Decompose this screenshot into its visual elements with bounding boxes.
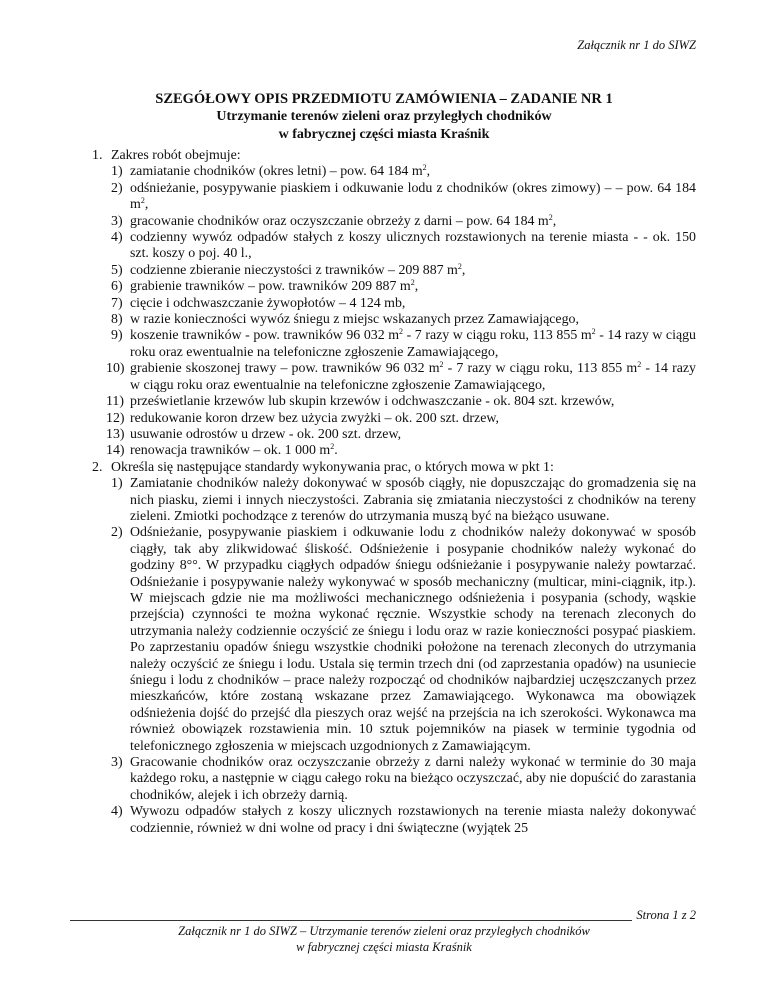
- unit-superscript: 2: [140, 196, 145, 206]
- list-item-text: w razie konieczności wywóz śniegu z miejsc wskazanych przez Zamawiającego,: [130, 312, 579, 328]
- list-item-text: prześwietlanie krzewów lub skupin krzewów i odchwaszczanie - ok. 804 szt. krzewów,: [130, 394, 615, 410]
- page-footer: [0, 923, 768, 955]
- list-item-text: usuwanie odrostów u drzew - ok. 200 szt. drzew,: [130, 426, 402, 442]
- list-item-number: 7): [111, 295, 123, 311]
- section-2: [92, 460, 696, 837]
- list-item-text: codzienny wywóz odpadów stałych z koszy ulicznych rozstawionych na terenie miasta - - ok. 150 szt. koszy o poj. 40 l.,: [130, 230, 696, 262]
- section-heading: Zakres robót obejmuje:: [111, 148, 241, 163]
- list-item-text: .: [334, 443, 338, 459]
- list-item: [111, 296, 696, 312]
- list-item-number: 11): [106, 394, 125, 410]
- list-item-text: ,: [552, 213, 557, 229]
- list-item: [106, 410, 696, 427]
- list-item-number: 9): [111, 328, 123, 344]
- section-number: 2.: [92, 459, 103, 475]
- list-item: [106, 442, 696, 459]
- list-item-number: 4): [111, 230, 123, 246]
- unit-superscript: 2: [591, 327, 596, 337]
- list-item-number: 2): [111, 180, 123, 196]
- list-item-number: 1): [111, 164, 123, 180]
- unit-superscript: 2: [410, 278, 415, 288]
- list-item-text: - 14 razy w ciągu roku oraz ewentualnie na telefoniczne zgłoszenie Zamawiającego,: [130, 361, 696, 393]
- list-item-text: koszenie trawników - pow. trawników 96 032 m: [130, 328, 400, 344]
- list-item: [111, 755, 696, 804]
- list-item-number: 3): [111, 755, 123, 771]
- list-item: [111, 328, 696, 361]
- list-item-number: 13): [106, 426, 125, 442]
- list-item-text: ,: [426, 164, 431, 180]
- footer-line-1: Załącznik nr 1 do SIWZ – Utrzymanie terenów zieleni oraz przyległych chodników: [178, 924, 590, 938]
- list-item-text: - 7 razy w ciągu roku, 113 855 m: [443, 361, 638, 377]
- unit-superscript: 2: [548, 212, 553, 222]
- page-number: Strona 1 z 2: [632, 908, 696, 923]
- list-item-text: odśnieżanie, posypywanie piaskiem i odkuwanie lodu z chodników (okres zimowy) – – pow. 64 184 m: [130, 180, 696, 213]
- list-item: [111, 214, 696, 230]
- list-item: [111, 164, 696, 180]
- document-subtitle-2: w fabrycznej części miasta Kraśnik: [278, 127, 490, 142]
- list-item-text: codzienne zbieranie nieczystości z trawników – 209 887 m: [130, 262, 458, 278]
- list-item-text: Odśnieżanie, posypywanie piaskiem i odkuwanie lodu z chodników należy dokonywać w sposób ciągły, tak aby zlikwidować śliskość. Odśnieżenie i posypanie chodników należy wykonać do godziny 8°°. W przypadku ciągłych odpadów śniegu odśnieżanie i posypywanie należy powtarzać. Odśnieżanie i posypywanie należy wykonywać w sposób mechaniczny (multicar, mini-ciągnik, itp.). W miejscach gdzie nie ma możliwości mechanicznego odśnieżenia i posypania (schody, wąskie przejścia) czynności te można wykonać ręcznie. Wszystkie schody na terenach zleconych do utrzymania należy codziennie oczyścić ze śniegu i lodu oraz w razie konieczności posypać piaskiem. Po zaprzestaniu opadów śniegu wszystkie chodniki położone na terenach zleconych do utrzymania należy oczyścić ze śniegu i lodu. Ustala się termin trzech dni (od zaprzestania opadów) na usuniecie śniegu i lodu z chodników – prace należy rozpocząć od chodników najbardziej uczęszczanych przez mieszkańców, które zostaną wskazane przez Zamawiającego. Wykonawca ma obowiązek odśnieżenia dojść do przejść dla pieszych oraz wejść na przejścia na ich szerokości. Wykonawca ma również obowiązek rozstawienia min. 10 sztuk pojemników na piasek w terminie tygodnia od telefonicznego zgłoszenia w miejscach uzgodnionych z Zamawiającym.: [130, 525, 696, 754]
- list-item-number: 8): [111, 312, 123, 328]
- list-item-number: 6): [111, 279, 123, 295]
- list-item-number: 10): [106, 361, 125, 377]
- list-item: [111, 279, 696, 295]
- list-item-number: 14): [106, 443, 125, 459]
- list-item-text: renowacja trawników – ok. 1 000 m: [130, 443, 331, 459]
- list-item-text: zamiatanie chodników (okres letni) – pow. 64 184 m: [130, 164, 423, 180]
- list-item-number: 3): [111, 213, 123, 229]
- unit-superscript: 2: [637, 360, 642, 370]
- list-item-text: ,: [144, 197, 149, 213]
- document-title: SZEGÓŁOWY OPIS PRZEDMIOTU ZAMÓWIENIA – ZADANIE NR 1: [155, 91, 613, 107]
- attachment-header: Załącznik nr 1 do SIWZ: [577, 38, 696, 52]
- list-item: [111, 263, 696, 279]
- list-item-text: grabienie skoszonej trawy – pow. trawników 96 032 m: [130, 361, 440, 377]
- standards-list: [111, 476, 696, 837]
- list-item-text: redukowanie koron drzew bez użycia zwyżki – ok. 200 szt. drzew,: [130, 410, 499, 426]
- list-item-number: 4): [111, 804, 123, 820]
- unit-superscript: 2: [457, 261, 462, 271]
- section-heading: Określa się następujące standardy wykonywania prac, o których mowa w pkt 1:: [111, 459, 554, 475]
- list-item: [111, 181, 696, 214]
- unit-superscript: 2: [422, 163, 427, 173]
- footer-divider: [70, 920, 690, 921]
- list-item-text: ,: [461, 262, 466, 278]
- scope-list: [106, 163, 697, 459]
- list-item: [106, 360, 696, 394]
- list-item-text: - 14 razy w ciągu roku oraz ewentualnie na telefoniczne zgłoszenie Zamawiającego,: [130, 328, 697, 360]
- unit-superscript: 2: [439, 360, 444, 370]
- list-item: [111, 312, 696, 328]
- list-item-text: Wywozu odpadów stałych z koszy ulicznych rozstawionych na terenie miasta należy dokonywać codziennie, również w dni wolne od pracy i dni świąteczne (wyjątek 25: [130, 804, 696, 836]
- list-item-number: 2): [111, 525, 123, 541]
- list-item: [111, 230, 696, 263]
- list-item-number: 5): [111, 262, 123, 278]
- list-item-text: Gracowanie chodników oraz oczyszczanie obrzeży z darni należy wykonać w terminie do 30 maja każdego roku, a następnie w ciągu całego roku na bieżąco oczyszczać, aby nie dopuścić do zarastania chodników, alejek i ich obrzeży darnią.: [130, 755, 696, 803]
- section-1: [92, 148, 696, 460]
- unit-superscript: 2: [330, 442, 335, 452]
- footer-line-2: w fabrycznej części miasta Kraśnik: [296, 940, 472, 954]
- title-block: [0, 90, 768, 144]
- list-item-number: 12): [106, 410, 125, 426]
- list-item: [106, 426, 696, 443]
- document-body: [92, 148, 696, 837]
- list-item-number: 1): [111, 476, 123, 492]
- list-item-text: grabienie trawników – pow. trawników 209 887 m: [130, 279, 411, 295]
- document-subtitle: Utrzymanie terenów zieleni oraz przyległych chodników: [216, 109, 552, 124]
- unit-superscript: 2: [399, 327, 404, 337]
- list-item-text: gracowanie chodników oraz oczyszczanie obrzeży z darni – pow. 64 184 m: [130, 213, 549, 229]
- list-item-text: cięcie i odchwaszczanie żywopłotów – 4 124 mb,: [130, 295, 406, 311]
- list-item: [106, 394, 696, 410]
- list-item: [111, 476, 696, 525]
- list-item-text: - 7 razy w ciągu roku, 113 855 m: [403, 328, 592, 344]
- list-item-text: ,: [414, 279, 419, 295]
- list-item: [111, 525, 696, 755]
- list-item: [111, 804, 696, 837]
- list-item-text: Zamiatanie chodników należy dokonywać w sposób ciągły, nie dopuszczając do gromadzenia się na nich piasku, ziemi i innych nieczystości. Zabrania się zmiatania nieczystości z chodników na tereny zieleni. Zmiotki pochodzące z terenów do utrzymania muszą być na bieżąco usuwane.: [130, 476, 696, 524]
- section-number: 1.: [92, 148, 103, 163]
